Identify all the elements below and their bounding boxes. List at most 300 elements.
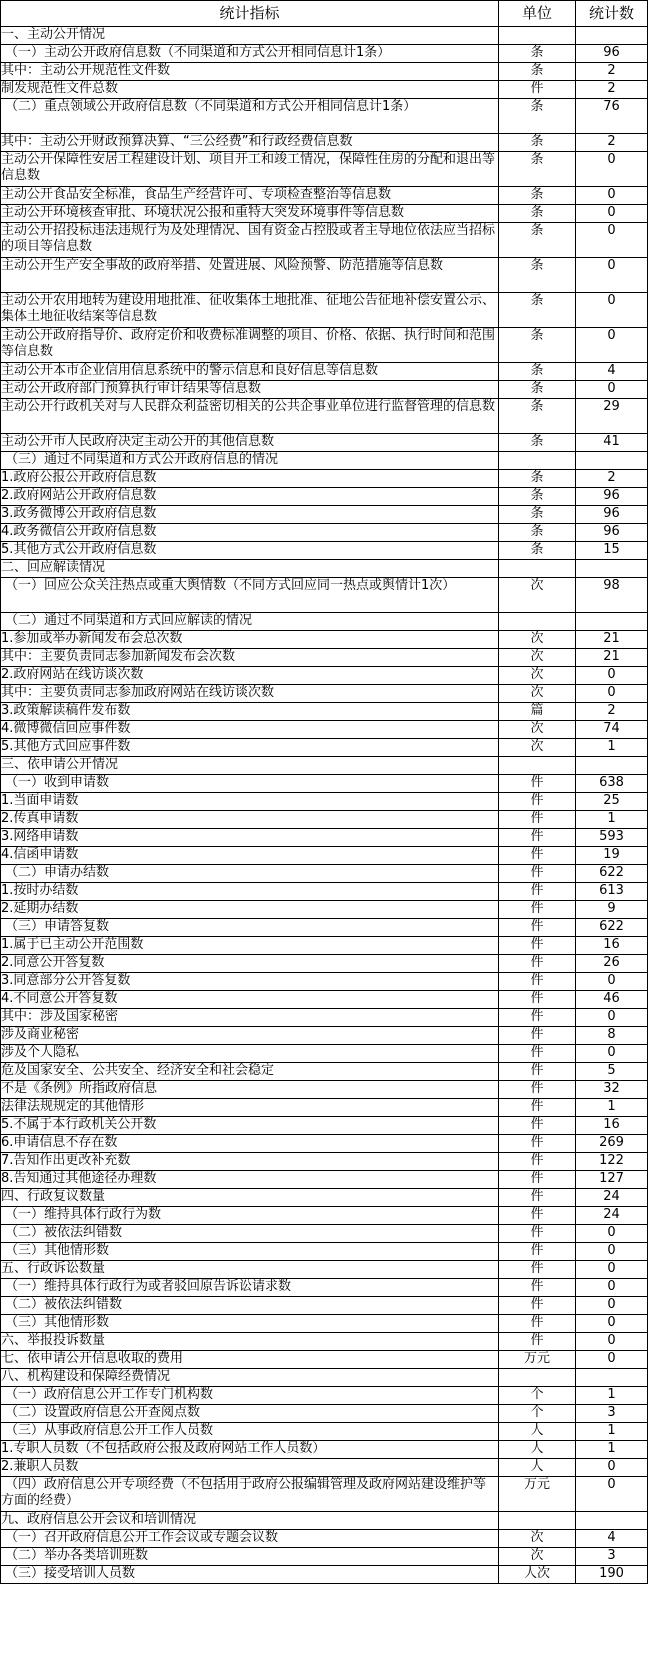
table-row: [1, 631, 648, 649]
row-unit-value: 件: [499, 1135, 576, 1153]
table-row: [1, 1530, 648, 1548]
row-indicator-label: 三、依申请公开情况: [1, 757, 499, 775]
row-indicator-label: 5.不属于本行政机关公开数: [1, 1117, 499, 1135]
table-row: [1, 1333, 648, 1351]
table-row: [1, 363, 648, 381]
table-row: [1, 1261, 648, 1279]
row-unit-value: [499, 27, 576, 45]
row-indicator-label: 其中：主要负责同志参加政府网站在线访谈次数: [1, 685, 499, 703]
row-indicator-label: 五、行政诉讼数量: [1, 1261, 499, 1279]
table-row: [1, 991, 648, 1009]
row-unit-value: 件: [499, 1261, 576, 1279]
row-count-value: 0: [576, 258, 648, 293]
row-count-value: [576, 613, 648, 631]
row-unit-value: [499, 613, 576, 631]
row-count-value: 0: [576, 328, 648, 363]
row-indicator-label: 其中：主动公开财政预算决算、“三公经费”和行政经费信息数: [1, 134, 499, 152]
row-unit-value: 人: [499, 1423, 576, 1441]
row-unit-value: 件: [499, 1279, 576, 1297]
row-indicator-label: （一）政府信息公开工作专门机构数: [1, 1387, 499, 1405]
row-count-value: [576, 27, 648, 45]
row-unit-value: 条: [499, 223, 576, 258]
column-header-unit: 单位: [499, 1, 576, 27]
row-count-value: [576, 757, 648, 775]
table-row: [1, 685, 648, 703]
row-indicator-label: 主动公开环境核查审批、环境状况公报和重特大突发环境事件等信息数: [1, 205, 499, 223]
row-count-value: 32: [576, 1081, 648, 1099]
row-count-value: 2: [576, 470, 648, 488]
row-unit-value: 条: [499, 134, 576, 152]
row-count-value: 96: [576, 524, 648, 542]
row-unit-value: 条: [499, 63, 576, 81]
table-row: [1, 134, 648, 152]
row-unit-value: 件: [499, 919, 576, 937]
row-indicator-label: 其中：涉及国家秘密: [1, 1009, 499, 1027]
row-unit-value: 件: [499, 991, 576, 1009]
table-row: [1, 1566, 648, 1584]
row-unit-value: 次: [499, 631, 576, 649]
row-unit-value: 件: [499, 775, 576, 793]
table-row: [1, 1441, 648, 1459]
row-count-value: 0: [576, 1261, 648, 1279]
row-count-value: [576, 560, 648, 578]
table-row: [1, 955, 648, 973]
row-count-value: 622: [576, 919, 648, 937]
row-indicator-label: 四、行政复议数量: [1, 1189, 499, 1207]
row-indicator-label: （三）接受培训人员数: [1, 1566, 499, 1584]
row-unit-value: 条: [499, 205, 576, 223]
row-unit-value: 件: [499, 1225, 576, 1243]
table-row: [1, 1423, 648, 1441]
table-row: [1, 542, 648, 560]
row-indicator-label: 2.延期办结数: [1, 901, 499, 919]
row-unit-value: 篇: [499, 703, 576, 721]
row-count-value: 0: [576, 187, 648, 205]
row-count-value: 3: [576, 1548, 648, 1566]
table-row: [1, 399, 648, 434]
table-row: [1, 578, 648, 613]
row-count-value: 9: [576, 901, 648, 919]
row-count-value: 0: [576, 1459, 648, 1477]
table-row: [1, 1459, 648, 1477]
row-indicator-label: 1.属于已主动公开范围数: [1, 937, 499, 955]
row-indicator-label: 2.政府网站公开政府信息数: [1, 488, 499, 506]
row-indicator-label: （一）主动公开政府信息数（不同渠道和方式公开相同信息计1条）: [1, 45, 499, 63]
row-unit-value: 次: [499, 685, 576, 703]
row-indicator-label: 涉及商业秘密: [1, 1027, 499, 1045]
table-row: [1, 1045, 648, 1063]
row-unit-value: 件: [499, 1063, 576, 1081]
row-indicator-label: 1.政府公报公开政府信息数: [1, 470, 499, 488]
row-count-value: 8: [576, 1027, 648, 1045]
row-count-value: 96: [576, 506, 648, 524]
row-unit-value: 件: [499, 1117, 576, 1135]
row-count-value: 0: [576, 1225, 648, 1243]
row-indicator-label: 主动公开政府指导价、政府定价和收费标准调整的项目、价格、依据、执行时间和范围等信息数: [1, 328, 499, 363]
table-row: [1, 1063, 648, 1081]
row-unit-value: 件: [499, 1081, 576, 1099]
row-indicator-label: 5.其他方式回应事件数: [1, 739, 499, 757]
table-row: [1, 703, 648, 721]
row-unit-value: 次: [499, 578, 576, 613]
row-unit-value: 件: [499, 1297, 576, 1315]
table-row: [1, 258, 648, 293]
table-row: [1, 524, 648, 542]
row-indicator-label: 制发规范性文件总数: [1, 81, 499, 99]
row-count-value: 1: [576, 1387, 648, 1405]
row-count-value: 19: [576, 847, 648, 865]
row-unit-value: 件: [499, 1027, 576, 1045]
row-unit-value: 件: [499, 973, 576, 991]
row-indicator-label: 法律法规规定的其他情形: [1, 1099, 499, 1117]
row-indicator-label: 4.不同意公开答复数: [1, 991, 499, 1009]
row-count-value: 127: [576, 1171, 648, 1189]
row-unit-value: 条: [499, 293, 576, 328]
table-row: [1, 919, 648, 937]
table-row: [1, 1279, 648, 1297]
row-unit-value: 件: [499, 811, 576, 829]
row-count-value: 25: [576, 793, 648, 811]
row-unit-value: 件: [499, 1045, 576, 1063]
row-indicator-label: （一）收到申请数: [1, 775, 499, 793]
row-unit-value: 条: [499, 187, 576, 205]
table-header: [1, 1, 648, 27]
row-unit-value: 次: [499, 667, 576, 685]
row-count-value: 0: [576, 685, 648, 703]
table-row: [1, 1405, 648, 1423]
row-count-value: 1: [576, 1099, 648, 1117]
row-unit-value: 件: [499, 1207, 576, 1225]
row-count-value: 21: [576, 631, 648, 649]
row-unit-value: 万元: [499, 1351, 576, 1369]
row-unit-value: 件: [499, 847, 576, 865]
row-indicator-label: 主动公开政府部门预算执行审计结果等信息数: [1, 381, 499, 399]
table-row: [1, 1548, 648, 1566]
table-row: [1, 865, 648, 883]
row-count-value: 122: [576, 1153, 648, 1171]
row-indicator-label: 主动公开市人民政府决定主动公开的其他信息数: [1, 434, 499, 452]
table-row: [1, 293, 648, 328]
table-row: [1, 223, 648, 258]
table-row: [1, 739, 648, 757]
row-indicator-label: 1.当面申请数: [1, 793, 499, 811]
row-unit-value: 件: [499, 793, 576, 811]
table-row: [1, 775, 648, 793]
row-unit-value: 人: [499, 1441, 576, 1459]
row-indicator-label: （三）通过不同渠道和方式公开政府信息的情况: [1, 452, 499, 470]
row-unit-value: 件: [499, 865, 576, 883]
table-row: [1, 1081, 648, 1099]
row-unit-value: 条: [499, 434, 576, 452]
row-indicator-label: 4.政务微信公开政府信息数: [1, 524, 499, 542]
row-indicator-label: 主动公开食品安全标准，食品生产经营许可、专项检查整治等信息数: [1, 187, 499, 205]
row-unit-value: 人: [499, 1459, 576, 1477]
row-unit-value: 条: [499, 470, 576, 488]
row-count-value: 0: [576, 223, 648, 258]
row-count-value: [576, 1369, 648, 1387]
row-indicator-label: 主动公开招投标违法违规行为及处理情况、国有资金占控股或者主导地位依法应当招标的项目等信息数: [1, 223, 499, 258]
row-indicator-label: （一）召开政府信息公开工作会议或专题会议数: [1, 1530, 499, 1548]
table-row: [1, 452, 648, 470]
row-indicator-label: 4.信函申请数: [1, 847, 499, 865]
row-unit-value: 件: [499, 1243, 576, 1261]
row-unit-value: 条: [499, 152, 576, 187]
row-indicator-label: 其中：主要负责同志参加新闻发布会次数: [1, 649, 499, 667]
table-row: [1, 649, 648, 667]
row-unit-value: 次: [499, 721, 576, 739]
row-unit-value: 次: [499, 739, 576, 757]
row-unit-value: 次: [499, 1548, 576, 1566]
row-indicator-label: 主动公开生产安全事故的政府举措、处置进展、风险预警、防范措施等信息数: [1, 258, 499, 293]
table-row: [1, 1009, 648, 1027]
row-indicator-label: 八、机构建设和保障经费情况: [1, 1369, 499, 1387]
row-count-value: 0: [576, 1315, 648, 1333]
row-unit-value: 条: [499, 524, 576, 542]
row-count-value: 0: [576, 667, 648, 685]
table-row: [1, 1369, 648, 1387]
table-row: [1, 1135, 648, 1153]
row-indicator-label: 六、举报投诉数量: [1, 1333, 499, 1351]
table-row: [1, 793, 648, 811]
row-count-value: 29: [576, 399, 648, 434]
row-indicator-label: （二）被依法纠错数: [1, 1297, 499, 1315]
row-unit-value: 人次: [499, 1566, 576, 1584]
table-row: [1, 434, 648, 452]
row-count-value: 622: [576, 865, 648, 883]
row-unit-value: [499, 560, 576, 578]
row-unit-value: 条: [499, 45, 576, 63]
row-indicator-label: （二）设置政府信息公开查阅点数: [1, 1405, 499, 1423]
row-count-value: 0: [576, 1009, 648, 1027]
row-unit-value: 个: [499, 1405, 576, 1423]
table-row: [1, 1297, 648, 1315]
row-count-value: 0: [576, 1333, 648, 1351]
row-unit-value: 条: [499, 488, 576, 506]
row-indicator-label: 危及国家安全、公共安全、经济安全和社会稳定: [1, 1063, 499, 1081]
row-count-value: 96: [576, 45, 648, 63]
row-indicator-label: 3.同意部分公开答复数: [1, 973, 499, 991]
table-row: [1, 99, 648, 134]
row-indicator-label: 2.同意公开答复数: [1, 955, 499, 973]
row-indicator-label: （二）举办各类培训班数: [1, 1548, 499, 1566]
table-row: [1, 381, 648, 399]
row-count-value: [576, 1512, 648, 1530]
row-indicator-label: 4.微博微信回应事件数: [1, 721, 499, 739]
table-row: [1, 187, 648, 205]
row-unit-value: 件: [499, 1315, 576, 1333]
row-indicator-label: （二）重点领域公开政府信息数（不同渠道和方式公开相同信息计1条）: [1, 99, 499, 134]
row-indicator-label: 主动公开农用地转为建设用地批准、征收集体土地批准、征地公告征地补偿安置公示、集体土地征收结案等信息数: [1, 293, 499, 328]
table-row: [1, 152, 648, 187]
table-row: [1, 1477, 648, 1512]
row-count-value: 24: [576, 1189, 648, 1207]
table-row: [1, 811, 648, 829]
row-count-value: 0: [576, 293, 648, 328]
row-unit-value: [499, 757, 576, 775]
row-count-value: 21: [576, 649, 648, 667]
row-indicator-label: （一）维持具体行政行为数: [1, 1207, 499, 1225]
row-indicator-label: （三）其他情形数: [1, 1243, 499, 1261]
table-row: [1, 757, 648, 775]
row-count-value: 0: [576, 1297, 648, 1315]
row-indicator-label: 其中：主动公开规范性文件数: [1, 63, 499, 81]
row-unit-value: 件: [499, 1189, 576, 1207]
row-count-value: 0: [576, 381, 648, 399]
row-unit-value: 次: [499, 1530, 576, 1548]
row-count-value: 3: [576, 1405, 648, 1423]
table-row: [1, 1189, 648, 1207]
row-unit-value: 件: [499, 1171, 576, 1189]
table-row: [1, 328, 648, 363]
row-indicator-label: 2.兼职人员数: [1, 1459, 499, 1477]
table-row: [1, 883, 648, 901]
column-header-indicator: 统计指标: [1, 1, 499, 27]
row-count-value: 1: [576, 739, 648, 757]
table-row: [1, 1171, 648, 1189]
row-count-value: 16: [576, 937, 648, 955]
row-indicator-label: 7.告知作出更改补充数: [1, 1153, 499, 1171]
row-indicator-label: 涉及个人隐私: [1, 1045, 499, 1063]
row-unit-value: 件: [499, 1153, 576, 1171]
row-count-value: 2: [576, 703, 648, 721]
row-count-value: 2: [576, 81, 648, 99]
row-indicator-label: （二）通过不同渠道和方式回应解读的情况: [1, 613, 499, 631]
table-row: [1, 1351, 648, 1369]
table-row: [1, 1387, 648, 1405]
table-row: [1, 973, 648, 991]
row-indicator-label: （二）被依法纠错数: [1, 1225, 499, 1243]
table-row: [1, 1099, 648, 1117]
column-header-count: 统计数: [576, 1, 648, 27]
row-indicator-label: 一、主动公开情况: [1, 27, 499, 45]
row-count-value: 4: [576, 1530, 648, 1548]
row-count-value: 16: [576, 1117, 648, 1135]
row-count-value: 74: [576, 721, 648, 739]
row-indicator-label: （四）政府信息公开专项经费（不包括用于政府公报编辑管理及政府网站建设维护等方面的经费）: [1, 1477, 499, 1512]
table-row: [1, 506, 648, 524]
table-row: [1, 1512, 648, 1530]
row-count-value: 0: [576, 1243, 648, 1261]
table-row: [1, 81, 648, 99]
table-row: [1, 901, 648, 919]
table-row: [1, 937, 648, 955]
row-count-value: 0: [576, 152, 648, 187]
row-indicator-label: 1.按时办结数: [1, 883, 499, 901]
row-unit-value: 件: [499, 1333, 576, 1351]
table-row: [1, 847, 648, 865]
row-count-value: 0: [576, 1045, 648, 1063]
row-count-value: 5: [576, 1063, 648, 1081]
row-count-value: 269: [576, 1135, 648, 1153]
table-row: [1, 205, 648, 223]
row-indicator-label: 2.政府网站在线访谈次数: [1, 667, 499, 685]
row-count-value: 96: [576, 488, 648, 506]
table-row: [1, 667, 648, 685]
table-row: [1, 829, 648, 847]
row-count-value: 0: [576, 1279, 648, 1297]
row-unit-value: [499, 1369, 576, 1387]
row-count-value: 15: [576, 542, 648, 560]
row-indicator-label: 1.专职人员数（不包括政府公报及政府网站工作人员数）: [1, 1441, 499, 1459]
row-indicator-label: （一）维持具体行政行为或者驳回原告诉讼请求数: [1, 1279, 499, 1297]
row-unit-value: 次: [499, 649, 576, 667]
row-unit-value: [499, 452, 576, 470]
row-unit-value: 件: [499, 81, 576, 99]
row-unit-value: [499, 1512, 576, 1530]
row-indicator-label: 6.申请信息不存在数: [1, 1135, 499, 1153]
row-indicator-label: （三）申请答复数: [1, 919, 499, 937]
table-row: [1, 1117, 648, 1135]
table-row: [1, 1153, 648, 1171]
table-row: [1, 1225, 648, 1243]
row-unit-value: 件: [499, 955, 576, 973]
row-indicator-label: 3.政策解读稿件发布数: [1, 703, 499, 721]
row-count-value: 0: [576, 205, 648, 223]
row-indicator-label: 主动公开行政机关对与人民群众利益密切相关的公共企事业单位进行监督管理的信息数: [1, 399, 499, 434]
table-row: [1, 45, 648, 63]
row-unit-value: 件: [499, 1099, 576, 1117]
row-indicator-label: 5.其他方式公开政府信息数: [1, 542, 499, 560]
row-count-value: [576, 452, 648, 470]
row-unit-value: 条: [499, 542, 576, 560]
row-unit-value: 万元: [499, 1477, 576, 1512]
row-unit-value: 条: [499, 506, 576, 524]
table-row: [1, 63, 648, 81]
row-count-value: 0: [576, 973, 648, 991]
row-count-value: 1: [576, 811, 648, 829]
row-count-value: 98: [576, 578, 648, 613]
row-count-value: 0: [576, 1477, 648, 1512]
row-count-value: 76: [576, 99, 648, 134]
table-row: [1, 613, 648, 631]
row-unit-value: 条: [499, 99, 576, 134]
row-indicator-label: 2.传真申请数: [1, 811, 499, 829]
row-unit-value: 条: [499, 328, 576, 363]
row-count-value: 41: [576, 434, 648, 452]
table-row: [1, 721, 648, 739]
row-indicator-label: （一）回应公众关注热点或重大舆情数（不同方式回应同一热点或舆情计1次）: [1, 578, 499, 613]
table-row: [1, 1207, 648, 1225]
row-count-value: 2: [576, 63, 648, 81]
row-count-value: 0: [576, 1351, 648, 1369]
row-indicator-label: （三）其他情形数: [1, 1315, 499, 1333]
row-indicator-label: 不是《条例》所指政府信息: [1, 1081, 499, 1099]
table-row: [1, 470, 648, 488]
row-unit-value: 条: [499, 258, 576, 293]
row-count-value: 190: [576, 1566, 648, 1584]
row-indicator-label: 3.政务微博公开政府信息数: [1, 506, 499, 524]
row-unit-value: 件: [499, 883, 576, 901]
row-unit-value: 条: [499, 363, 576, 381]
row-indicator-label: 二、回应解读情况: [1, 560, 499, 578]
row-indicator-label: 3.网络申请数: [1, 829, 499, 847]
row-indicator-label: 七、依申请公开信息收取的费用: [1, 1351, 499, 1369]
row-unit-value: 件: [499, 1009, 576, 1027]
table-row: [1, 1243, 648, 1261]
row-unit-value: 件: [499, 901, 576, 919]
row-count-value: 26: [576, 955, 648, 973]
table-header-row: [1, 1, 648, 27]
row-indicator-label: 九、政府信息公开会议和培训情况: [1, 1512, 499, 1530]
row-unit-value: 条: [499, 381, 576, 399]
row-count-value: 1: [576, 1441, 648, 1459]
row-indicator-label: 8.告知通过其他途径办理数: [1, 1171, 499, 1189]
row-indicator-label: 主动公开本市企业信用信息系统中的警示信息和良好信息等信息数: [1, 363, 499, 381]
table-body: [1, 27, 648, 1584]
table-row: [1, 488, 648, 506]
row-indicator-label: 1.参加或举办新闻发布会总次数: [1, 631, 499, 649]
table-row: [1, 1027, 648, 1045]
